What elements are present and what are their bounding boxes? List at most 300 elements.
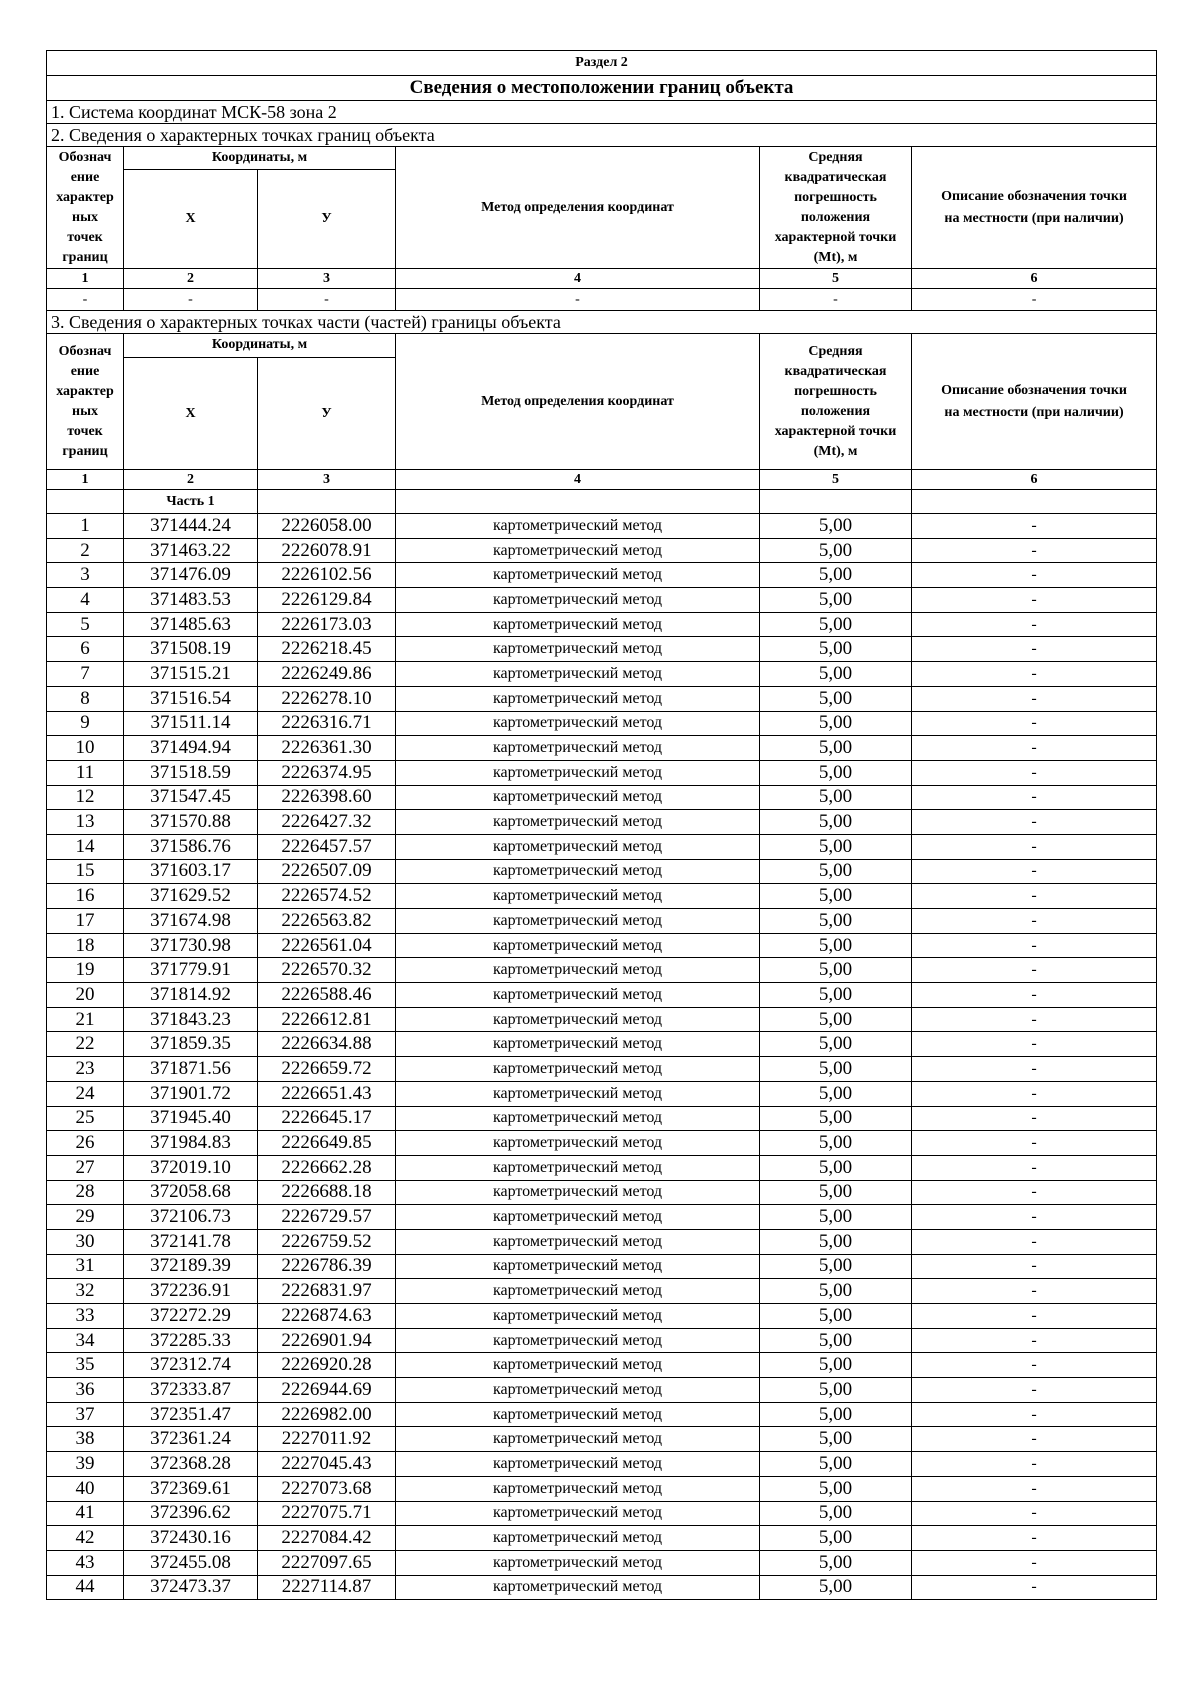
table-row [47,1378,1157,1403]
col-x: 371814.92 [124,983,258,1008]
col-point: 6 [47,637,124,662]
col-method: картометрический метод [396,1476,760,1501]
header-line: (Mt), м [813,443,858,459]
header-line: точек [67,229,103,245]
col-error: 5,00 [760,1007,912,1032]
col-error: 5,00 [760,736,912,761]
col-method: картометрический метод [396,1575,760,1600]
header-line: ных [72,403,98,419]
col-point: 17 [47,909,124,934]
col-point: 26 [47,1131,124,1156]
col-description: - [912,933,1157,958]
col-description: - [912,538,1157,563]
col-description: - [912,1501,1157,1526]
col-method: картометрический метод [396,1526,760,1551]
col-y: 2226102.56 [258,563,396,588]
col-y: 2226649.85 [258,1131,396,1156]
col-method: картометрический метод [396,1229,760,1254]
col-description: - [912,1007,1157,1032]
col-point: 37 [47,1402,124,1427]
empty-points-row [47,289,1157,311]
col-method: картометрический метод [396,711,760,736]
col-x: 372396.62 [124,1501,258,1526]
col-x: 372189.39 [124,1254,258,1279]
points-heading: 2. Сведения о характерных точках границ объекта [47,124,1157,147]
col-description: - [912,760,1157,785]
header-line: на местности (при наличии) [944,210,1124,226]
col-error: 5,00 [760,686,912,711]
col-point: 42 [47,1526,124,1551]
col-x: 371629.52 [124,884,258,909]
table-row [47,1254,1157,1279]
table-row [47,810,1157,835]
col-x: 371494.94 [124,736,258,761]
table-row [47,958,1157,983]
col-x: - [124,289,258,311]
col-x: 372455.08 [124,1550,258,1575]
col-method: картометрический метод [396,810,760,835]
col-point: 22 [47,1032,124,1057]
col-y: 2227084.42 [258,1526,396,1551]
col-point: 13 [47,810,124,835]
col-x: 371485.63 [124,612,258,637]
col-method: картометрический метод [396,884,760,909]
col-description: - [912,785,1157,810]
table-row [47,1550,1157,1575]
col-method: картометрический метод [396,1427,760,1452]
col-method: картометрический метод [396,662,760,687]
table-row [47,1328,1157,1353]
col-point: 2 [47,538,124,563]
col-method: картометрический метод [396,909,760,934]
part-row [47,490,1157,514]
col-x: 371901.72 [124,1081,258,1106]
col-method: картометрический метод [396,1550,760,1575]
col-point: 23 [47,1057,124,1082]
col-error: 5,00 [760,1575,912,1600]
table-row [47,1131,1157,1156]
table-row [47,1057,1157,1082]
col-y: 3 [258,470,396,490]
col-method: картометрический метод [396,785,760,810]
col-error: 5,00 [760,1254,912,1279]
header-line: характер [56,383,114,399]
col-method: картометрический метод [396,1106,760,1131]
col-method: картометрический метод [396,1353,760,1378]
table-row [47,909,1157,934]
header-line: (Mt), м [813,249,858,265]
col-x: 372141.78 [124,1229,258,1254]
col-y: 2226374.95 [258,760,396,785]
col-y: 2226874.63 [258,1304,396,1329]
col-point: 11 [47,760,124,785]
col-description: - [912,736,1157,761]
col-description: - [912,1032,1157,1057]
header-description [912,147,1157,269]
col-description: - [912,1427,1157,1452]
col-point: 39 [47,1452,124,1477]
table-row [47,834,1157,859]
col-x: 371516.54 [124,686,258,711]
col-error: 5,00 [760,760,912,785]
col-error: 5,00 [760,1106,912,1131]
col-point: 27 [47,1155,124,1180]
col-point: 28 [47,1180,124,1205]
table-row [47,1205,1157,1230]
col-point: 21 [47,1007,124,1032]
header-line: границ [62,249,108,265]
col-y: 2226759.52 [258,1229,396,1254]
header-line: характер [56,189,114,205]
col-x: 371984.83 [124,1131,258,1156]
header-error [760,334,912,470]
col-y: 2226316.71 [258,711,396,736]
col-y: 2226129.84 [258,588,396,613]
table-row [47,588,1157,613]
col-y: 2226982.00 [258,1402,396,1427]
section-label: Раздел 2 [47,51,1157,76]
col-point: 41 [47,1501,124,1526]
header-line: ение [70,169,100,185]
col-y: 2226570.32 [258,958,396,983]
col-x: 371508.19 [124,637,258,662]
table-row [47,785,1157,810]
col-error: 5,00 [760,1205,912,1230]
col-point: 14 [47,834,124,859]
col-error: 5,00 [760,785,912,810]
table-row [47,1180,1157,1205]
col-description: - [912,810,1157,835]
col-description: - [912,834,1157,859]
col-error: 5,00 [760,1526,912,1551]
col-error: 5,00 [760,884,912,909]
table-row [47,686,1157,711]
col-description: - [912,1575,1157,1600]
col-error: 5,00 [760,1402,912,1427]
table-row [47,1229,1157,1254]
col-error: 5,00 [760,983,912,1008]
col-description: - [912,289,1157,311]
col-x: 371518.59 [124,760,258,785]
col-point: 9 [47,711,124,736]
col-x: 372473.37 [124,1575,258,1600]
col-point: 19 [47,958,124,983]
col-y: 2226920.28 [258,1353,396,1378]
col-error: 5,00 [760,1229,912,1254]
column-numbers-row [47,470,1157,490]
col-x: 372430.16 [124,1526,258,1551]
col-method: картометрический метод [396,612,760,637]
col-description: - [912,1106,1157,1131]
table-row [47,1081,1157,1106]
col-point: 44 [47,1575,124,1600]
col-point: 15 [47,859,124,884]
col-error: 5 [760,470,912,490]
col-y: 2226427.32 [258,810,396,835]
header-line: на местности (при наличии) [944,404,1124,420]
col-x: 2 [124,470,258,490]
col-x: 372368.28 [124,1452,258,1477]
col-y: 2226574.52 [258,884,396,909]
table-row [47,1032,1157,1057]
col-description: - [912,711,1157,736]
col-error: 5,00 [760,637,912,662]
header-line: положения [800,403,871,419]
table-row [47,662,1157,687]
col-x: 371586.76 [124,834,258,859]
col-x: 371843.23 [124,1007,258,1032]
col-x: 371603.17 [124,859,258,884]
col-method: картометрический метод [396,983,760,1008]
col-method: картометрический метод [396,1304,760,1329]
header-line: Обознач [58,343,112,359]
table-row [47,1155,1157,1180]
col-point: 20 [47,983,124,1008]
table-row [47,1106,1157,1131]
col-y: 3 [258,269,396,289]
col-description: - [912,1057,1157,1082]
col-method: картометрический метод [396,1007,760,1032]
col-y: - [258,289,396,311]
col-x: 372236.91 [124,1279,258,1304]
header-line: Описание обозначения точки [941,382,1127,398]
col-y: 2226278.10 [258,686,396,711]
col-error: 5,00 [760,1279,912,1304]
header-method: Метод определения координат [396,147,760,269]
col-method: - [396,289,760,311]
table-row [47,1427,1157,1452]
col-point: 33 [47,1304,124,1329]
col-method: картометрический метод [396,1328,760,1353]
col-y: 2226831.97 [258,1279,396,1304]
table-row [47,514,1157,539]
col-y: 2226173.03 [258,612,396,637]
col-x: 372333.87 [124,1378,258,1403]
col-error: 5,00 [760,909,912,934]
col-method: картометрический метод [396,1131,760,1156]
col-description: - [912,859,1157,884]
col-method: картометрический метод [396,1254,760,1279]
col-point: 31 [47,1254,124,1279]
table-row [47,736,1157,761]
col-x: 371945.40 [124,1106,258,1131]
table-row [47,538,1157,563]
table-row [47,1452,1157,1477]
col-y: 2226561.04 [258,933,396,958]
col-error: 5,00 [760,514,912,539]
col-error: 5,00 [760,1057,912,1082]
col-y: 2226786.39 [258,1254,396,1279]
col-point: - [47,289,124,311]
table-row [47,933,1157,958]
table-row [47,983,1157,1008]
col-method: картометрический метод [396,1452,760,1477]
col-x: 2 [124,269,258,289]
col-x: 371463.22 [124,538,258,563]
col-point: 1 [47,269,124,289]
col-error: 5,00 [760,612,912,637]
col-error: 5,00 [760,1131,912,1156]
header-coordinates: Координаты, м [124,334,396,358]
part-label: Часть 1 [124,490,258,514]
table-row [47,1526,1157,1551]
table-row [47,1353,1157,1378]
col-point: 24 [47,1081,124,1106]
col-method: картометрический метод [396,1279,760,1304]
col-description: - [912,1229,1157,1254]
col-description: - [912,1279,1157,1304]
col-method: картометрический метод [396,760,760,785]
header-y: У [258,358,396,470]
parts-heading: 3. Сведения о характерных точках части (частей) границы объекта [47,311,1157,334]
header-line: погрешность [794,383,877,399]
col-x: 372058.68 [124,1180,258,1205]
table-row [47,859,1157,884]
col-error: 5,00 [760,933,912,958]
table-row [47,1476,1157,1501]
col-description: - [912,637,1157,662]
col-error: 5,00 [760,1550,912,1575]
col-point: 7 [47,662,124,687]
col-y: 2226659.72 [258,1057,396,1082]
col-method: 4 [396,470,760,490]
col-y: 2226218.45 [258,637,396,662]
col-point: 1 [47,514,124,539]
col-x: 371511.14 [124,711,258,736]
table-row [47,1304,1157,1329]
col-description: - [912,514,1157,539]
col-error: 5,00 [760,1378,912,1403]
col-point: 5 [47,612,124,637]
header-error [760,147,912,269]
col-description: - [912,983,1157,1008]
col-description: - [912,1304,1157,1329]
col-y: 2226944.69 [258,1378,396,1403]
col-description: - [912,1476,1157,1501]
header-line: погрешность [794,189,877,205]
col-x: 372351.47 [124,1402,258,1427]
column-numbers-row [47,269,1157,289]
col-y: 2227073.68 [258,1476,396,1501]
col-point: 18 [47,933,124,958]
col-x: 372361.24 [124,1427,258,1452]
col-description: - [912,1353,1157,1378]
col-description: - [912,1550,1157,1575]
col-error: 5,00 [760,1476,912,1501]
table-row [47,711,1157,736]
col-y: 2226249.86 [258,662,396,687]
col-description: - [912,1526,1157,1551]
col-error: 5,00 [760,859,912,884]
col-point: 30 [47,1229,124,1254]
col-y: 2226457.57 [258,834,396,859]
header-x: X [124,358,258,470]
header-designation [47,147,124,269]
col-x: 371570.88 [124,810,258,835]
col-x: 372019.10 [124,1155,258,1180]
header-description [912,334,1157,470]
col-description: 6 [912,269,1157,289]
header-line: характерной точки [774,423,897,439]
table-row [47,1402,1157,1427]
header-line: положения [800,209,871,225]
col-x: 371515.21 [124,662,258,687]
col-y: 2226901.94 [258,1328,396,1353]
col-x: 371476.09 [124,563,258,588]
col-description: - [912,1452,1157,1477]
table-row [47,1007,1157,1032]
table-row [47,1279,1157,1304]
table-row [47,1575,1157,1600]
col-point: 29 [47,1205,124,1230]
header-line: границ [62,443,108,459]
col-method: картометрический метод [396,859,760,884]
col-method: картометрический метод [396,736,760,761]
col-x: 371871.56 [124,1057,258,1082]
col-y: 2226729.57 [258,1205,396,1230]
col-description: - [912,1180,1157,1205]
col-method: картометрический метод [396,686,760,711]
col-x: 371779.91 [124,958,258,983]
col-description: - [912,1081,1157,1106]
header-method: Метод определения координат [396,334,760,470]
col-y: 2226398.60 [258,785,396,810]
boundary-points-table [46,50,1157,1600]
col-error: 5,00 [760,1501,912,1526]
col-method: картометрический метод [396,834,760,859]
col-y: 2226078.91 [258,538,396,563]
col-method: картометрический метод [396,563,760,588]
header-designation [47,334,124,470]
col-point: 32 [47,1279,124,1304]
col-error: 5 [760,269,912,289]
header-coordinates: Координаты, м [124,147,396,170]
col-point: 12 [47,785,124,810]
col-error: 5,00 [760,662,912,687]
col-y: 2227045.43 [258,1452,396,1477]
col-description: - [912,612,1157,637]
col-point: 35 [47,1353,124,1378]
col-point: 36 [47,1378,124,1403]
col-method: картометрический метод [396,1081,760,1106]
col-error: - [760,289,912,311]
col-point: 4 [47,588,124,613]
col-point: 38 [47,1427,124,1452]
col-method: картометрический метод [396,1205,760,1230]
table-row [47,612,1157,637]
col-x: 371859.35 [124,1032,258,1057]
header-line: квадратическая [784,363,887,379]
col-description: - [912,563,1157,588]
col-error: 5,00 [760,1452,912,1477]
col-error: 5,00 [760,711,912,736]
col-error: 5,00 [760,1180,912,1205]
col-y: 2226662.28 [258,1155,396,1180]
table-row [47,1501,1157,1526]
col-x: 372369.61 [124,1476,258,1501]
col-description: - [912,958,1157,983]
col-point: 34 [47,1328,124,1353]
col-x: 371674.98 [124,909,258,934]
col-error: 5,00 [760,1427,912,1452]
header-line: Описание обозначения точки [941,188,1127,204]
table-row [47,563,1157,588]
col-description: - [912,1378,1157,1403]
col-method: картометрический метод [396,1402,760,1427]
table-row [47,884,1157,909]
col-x: 371730.98 [124,933,258,958]
col-error: 5,00 [760,1081,912,1106]
